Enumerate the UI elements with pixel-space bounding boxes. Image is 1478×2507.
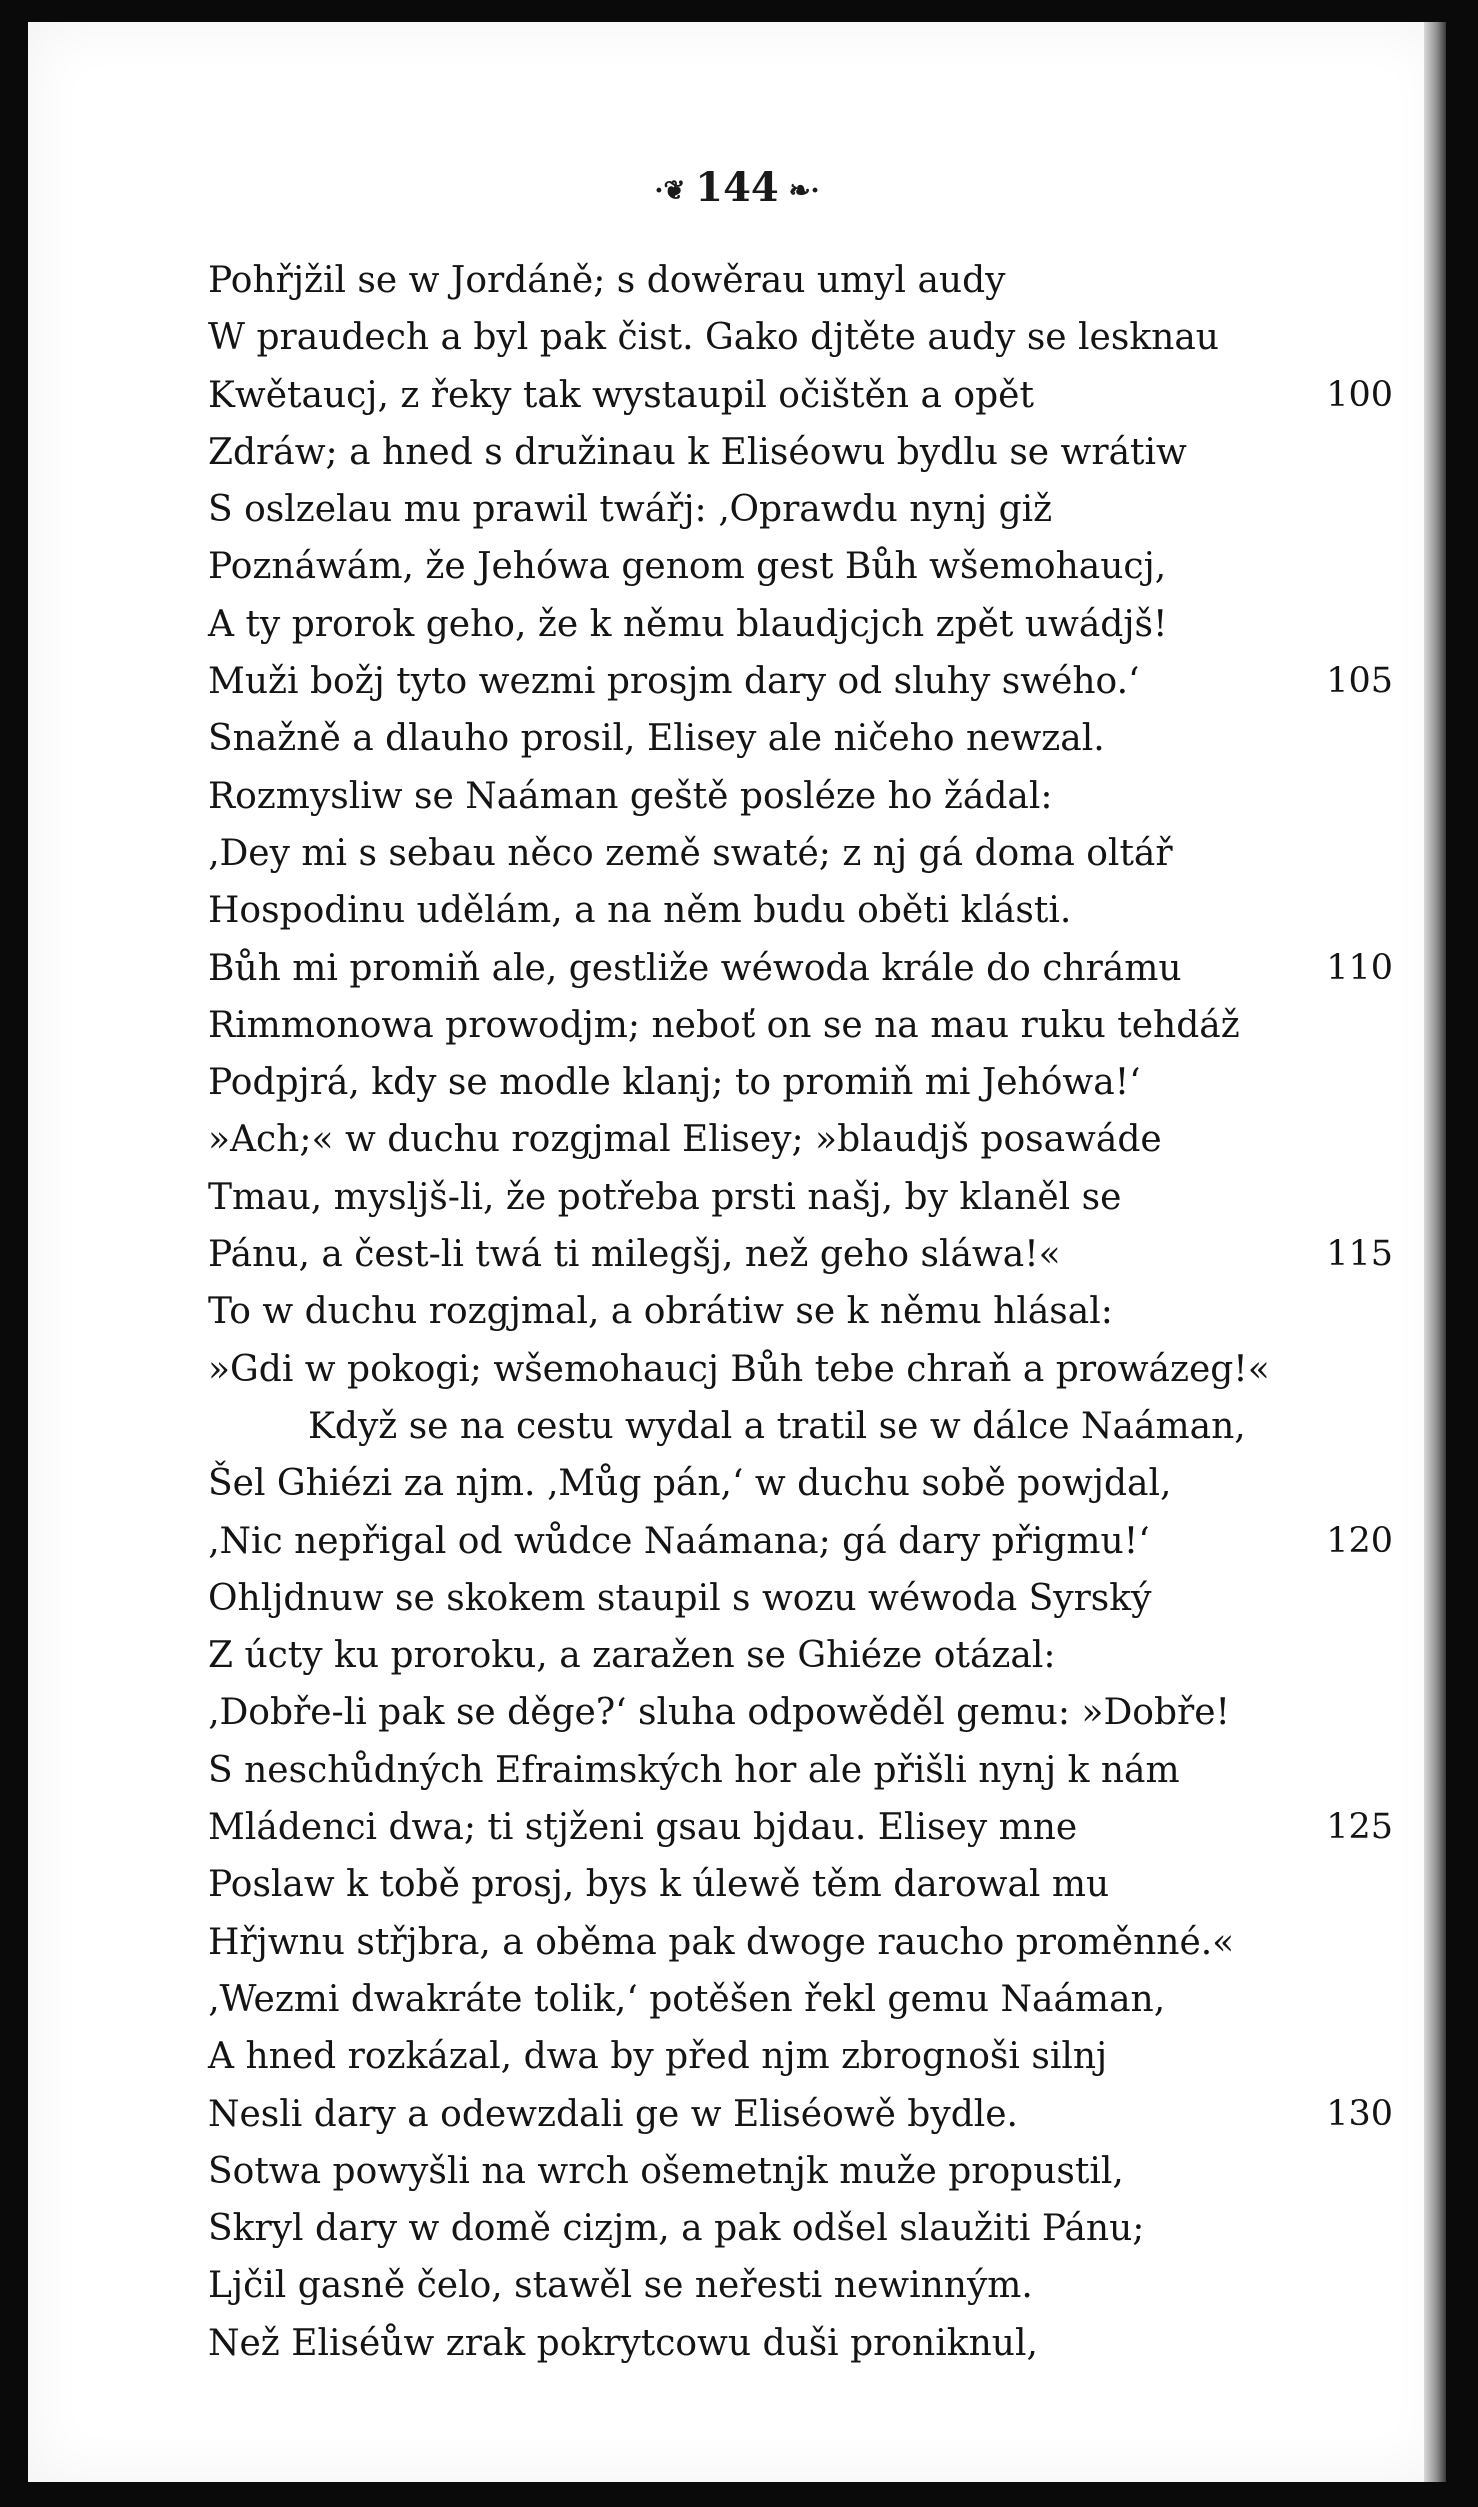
ornament-left: ·❦ <box>654 176 686 206</box>
poem-line-text: ‚Wezmi dwakráte tolik,‘ potěšen řekl gemu Naáman, <box>208 1978 1166 2020</box>
poem-line-text: Poznáwám, že Jehówa genom gest Bůh wšemohaucj, <box>208 546 1167 588</box>
poem-line-text: A hned rozkázal, dwa by před njm zbrognoši silnj <box>208 2036 1108 2078</box>
poem-line <box>208 768 1393 825</box>
poem-line-text: Než Eliséůw zrak pokrytcowu duši proniknul, <box>208 2322 1038 2364</box>
poem-line-text: Pohřjžil se w Jordáně; s dowěrau umyl audy <box>208 260 1006 301</box>
poem-line <box>208 710 1393 767</box>
line-number: 125 <box>1326 1807 1393 1848</box>
poem-line <box>208 1169 1393 1226</box>
poem-line-text: »Ach;« w duchu rozgjmal Elisey; »blaudjš posawáde <box>208 1119 1162 1161</box>
line-number: 130 <box>1326 2093 1393 2134</box>
page-spine-edge <box>1424 22 1446 2482</box>
poem-line <box>208 1283 1393 1340</box>
poem-line <box>208 1856 1393 1913</box>
ornament-right: ❧· <box>788 176 820 206</box>
poem-line <box>208 1570 1393 1627</box>
poem-line <box>208 1111 1393 1168</box>
poem-line-text: Podpjrá, kdy se modle klanj; to promiň mi Jehówa!‘ <box>208 1062 1141 1104</box>
poem-line-text: Šel Ghiézi za njm. ‚Můg pán,‘ w duchu sobě powjdal, <box>208 1463 1172 1505</box>
poem-line <box>208 2315 1393 2372</box>
poem-line-text: Když se na cestu wydal a tratil se w dálce Naáman, <box>308 1405 1246 1447</box>
poem-line <box>208 367 1393 424</box>
poem-line <box>208 1684 1393 1741</box>
poem-line-text: Bůh mi promiň ale, gestliže wéwoda krále do chrámu <box>208 947 1182 989</box>
poem-line <box>208 1627 1393 1684</box>
line-number: 100 <box>1326 374 1393 415</box>
poem-line-text: Mládenci dwa; ti stjženi gsau bjdau. Elisey mne <box>208 1807 1078 1849</box>
book-page <box>28 22 1446 2482</box>
poem-line-text: Muži božj tyto wezmi prosjm dary od sluhy swého.‘ <box>208 661 1140 703</box>
poem-line-text: Nesli dary a odewzdali ge w Eliséowě bydle. <box>208 2093 1018 2135</box>
poem-line-text: Sotwa powyšli na wrch ošemetnjk muže propustil, <box>208 2150 1124 2192</box>
poem-line <box>208 1226 1393 1283</box>
poem-line-text: Ohljdnuw se skokem staupil s wozu wéwoda Syrský <box>208 1577 1152 1619</box>
poem-line <box>208 252 1393 309</box>
poem-line <box>208 1799 1393 1856</box>
poem-line <box>208 1341 1393 1398</box>
poem-line-text: ‚Dey mi s sebau něco země swaté; z nj gá doma oltář <box>208 832 1173 874</box>
poem-line <box>208 1054 1393 1111</box>
poem-line-text: Snažně a dlauho prosil, Elisey ale ničeho newzal. <box>208 718 1105 760</box>
poem-line <box>208 2200 1393 2257</box>
poem-line <box>208 2086 1393 2143</box>
poem-line <box>208 940 1393 997</box>
poem-line <box>208 825 1393 882</box>
poem-line <box>208 997 1393 1054</box>
poem-line <box>208 1971 1393 2028</box>
poem-line-text: Skryl dary w domě cizjm, a pak odšel slaužiti Pánu; <box>208 2208 1145 2250</box>
page-header <box>28 164 1446 211</box>
poem-line <box>208 2257 1393 2314</box>
poem-line-text: Zdráw; a hned s družinau k Eliséowu bydlu se wrátiw <box>208 431 1187 473</box>
poem-line <box>208 1742 1393 1799</box>
poem-text <box>208 252 1393 2372</box>
poem-line-text: Kwětaucj, z řeky tak wystaupil očištěn a opět <box>208 374 1034 416</box>
poem-line <box>208 2028 1393 2085</box>
poem-line-text: Hospodinu udělám, a na něm budu oběti klásti. <box>208 890 1072 932</box>
poem-line <box>208 596 1393 653</box>
line-number: 120 <box>1326 1520 1393 1561</box>
line-number: 110 <box>1326 947 1393 988</box>
poem-line-text: A ty prorok geho, že k němu blaudjcjch zpět uwádjš! <box>208 603 1168 645</box>
poem-line-text: To w duchu rozgjmal, a obrátiw se k němu hlásal: <box>208 1291 1113 1333</box>
poem-line <box>208 2143 1393 2200</box>
poem-line <box>208 653 1393 710</box>
poem-line <box>208 1455 1393 1512</box>
line-number: 115 <box>1326 1234 1393 1275</box>
poem-line-text: S oslzelau mu prawil twářj: ‚Oprawdu nynj giž <box>208 489 1053 531</box>
page-number: 144 <box>695 164 779 211</box>
poem-line-text: Ljčil gasně čelo, stawěl se neřesti newinným. <box>208 2265 1033 2307</box>
poem-line <box>208 1513 1393 1570</box>
poem-line-text: S neschůdných Efraimských hor ale přišli nynj k nám <box>208 1749 1180 1791</box>
poem-line-text: Rimmonowa prowodjm; neboť on se na mau ruku tehdáž <box>208 1004 1240 1046</box>
poem-line-text: ‚Nic nepřigal od wůdce Naámana; gá dary přigmu!‘ <box>208 1520 1150 1562</box>
poem-line-text: Poslaw k tobě prosj, bys k úlewě těm darowal mu <box>208 1864 1110 1906</box>
poem-line <box>208 424 1393 481</box>
poem-line <box>208 1914 1393 1971</box>
poem-line-text: W praudech a byl pak čist. Gako djtěte audy se lesknau <box>208 317 1219 359</box>
poem-line-text: Z úcty ku proroku, a zaražen se Ghiéze otázal: <box>208 1635 1056 1677</box>
poem-line <box>208 1398 1393 1455</box>
poem-line-text: ‚Dobře-li pak se děge?‘ sluha odpowěděl gemu: »Dobře! <box>208 1692 1231 1734</box>
poem-line <box>208 481 1393 538</box>
poem-line-text: »Gdi w pokogi; wšemohaucj Bůh tebe chraň a prowázeg!« <box>208 1348 1270 1390</box>
poem-line-text: Rozmysliw se Naáman geště posléze ho žádal: <box>208 775 1053 817</box>
poem-line-text: Pánu, a čest-li twá ti milegšj, než geho sláwa!« <box>208 1234 1061 1276</box>
poem-line-text: Hřjwnu střjbra, a oběma pak dwoge raucho proměnné.« <box>208 1921 1235 1963</box>
poem-line-text: Tmau, mysljš-li, že potřeba prsti našj, by klaněl se <box>208 1176 1122 1218</box>
poem-line <box>208 538 1393 595</box>
poem-line <box>208 882 1393 939</box>
poem-line <box>208 309 1393 366</box>
line-number: 105 <box>1326 661 1393 702</box>
